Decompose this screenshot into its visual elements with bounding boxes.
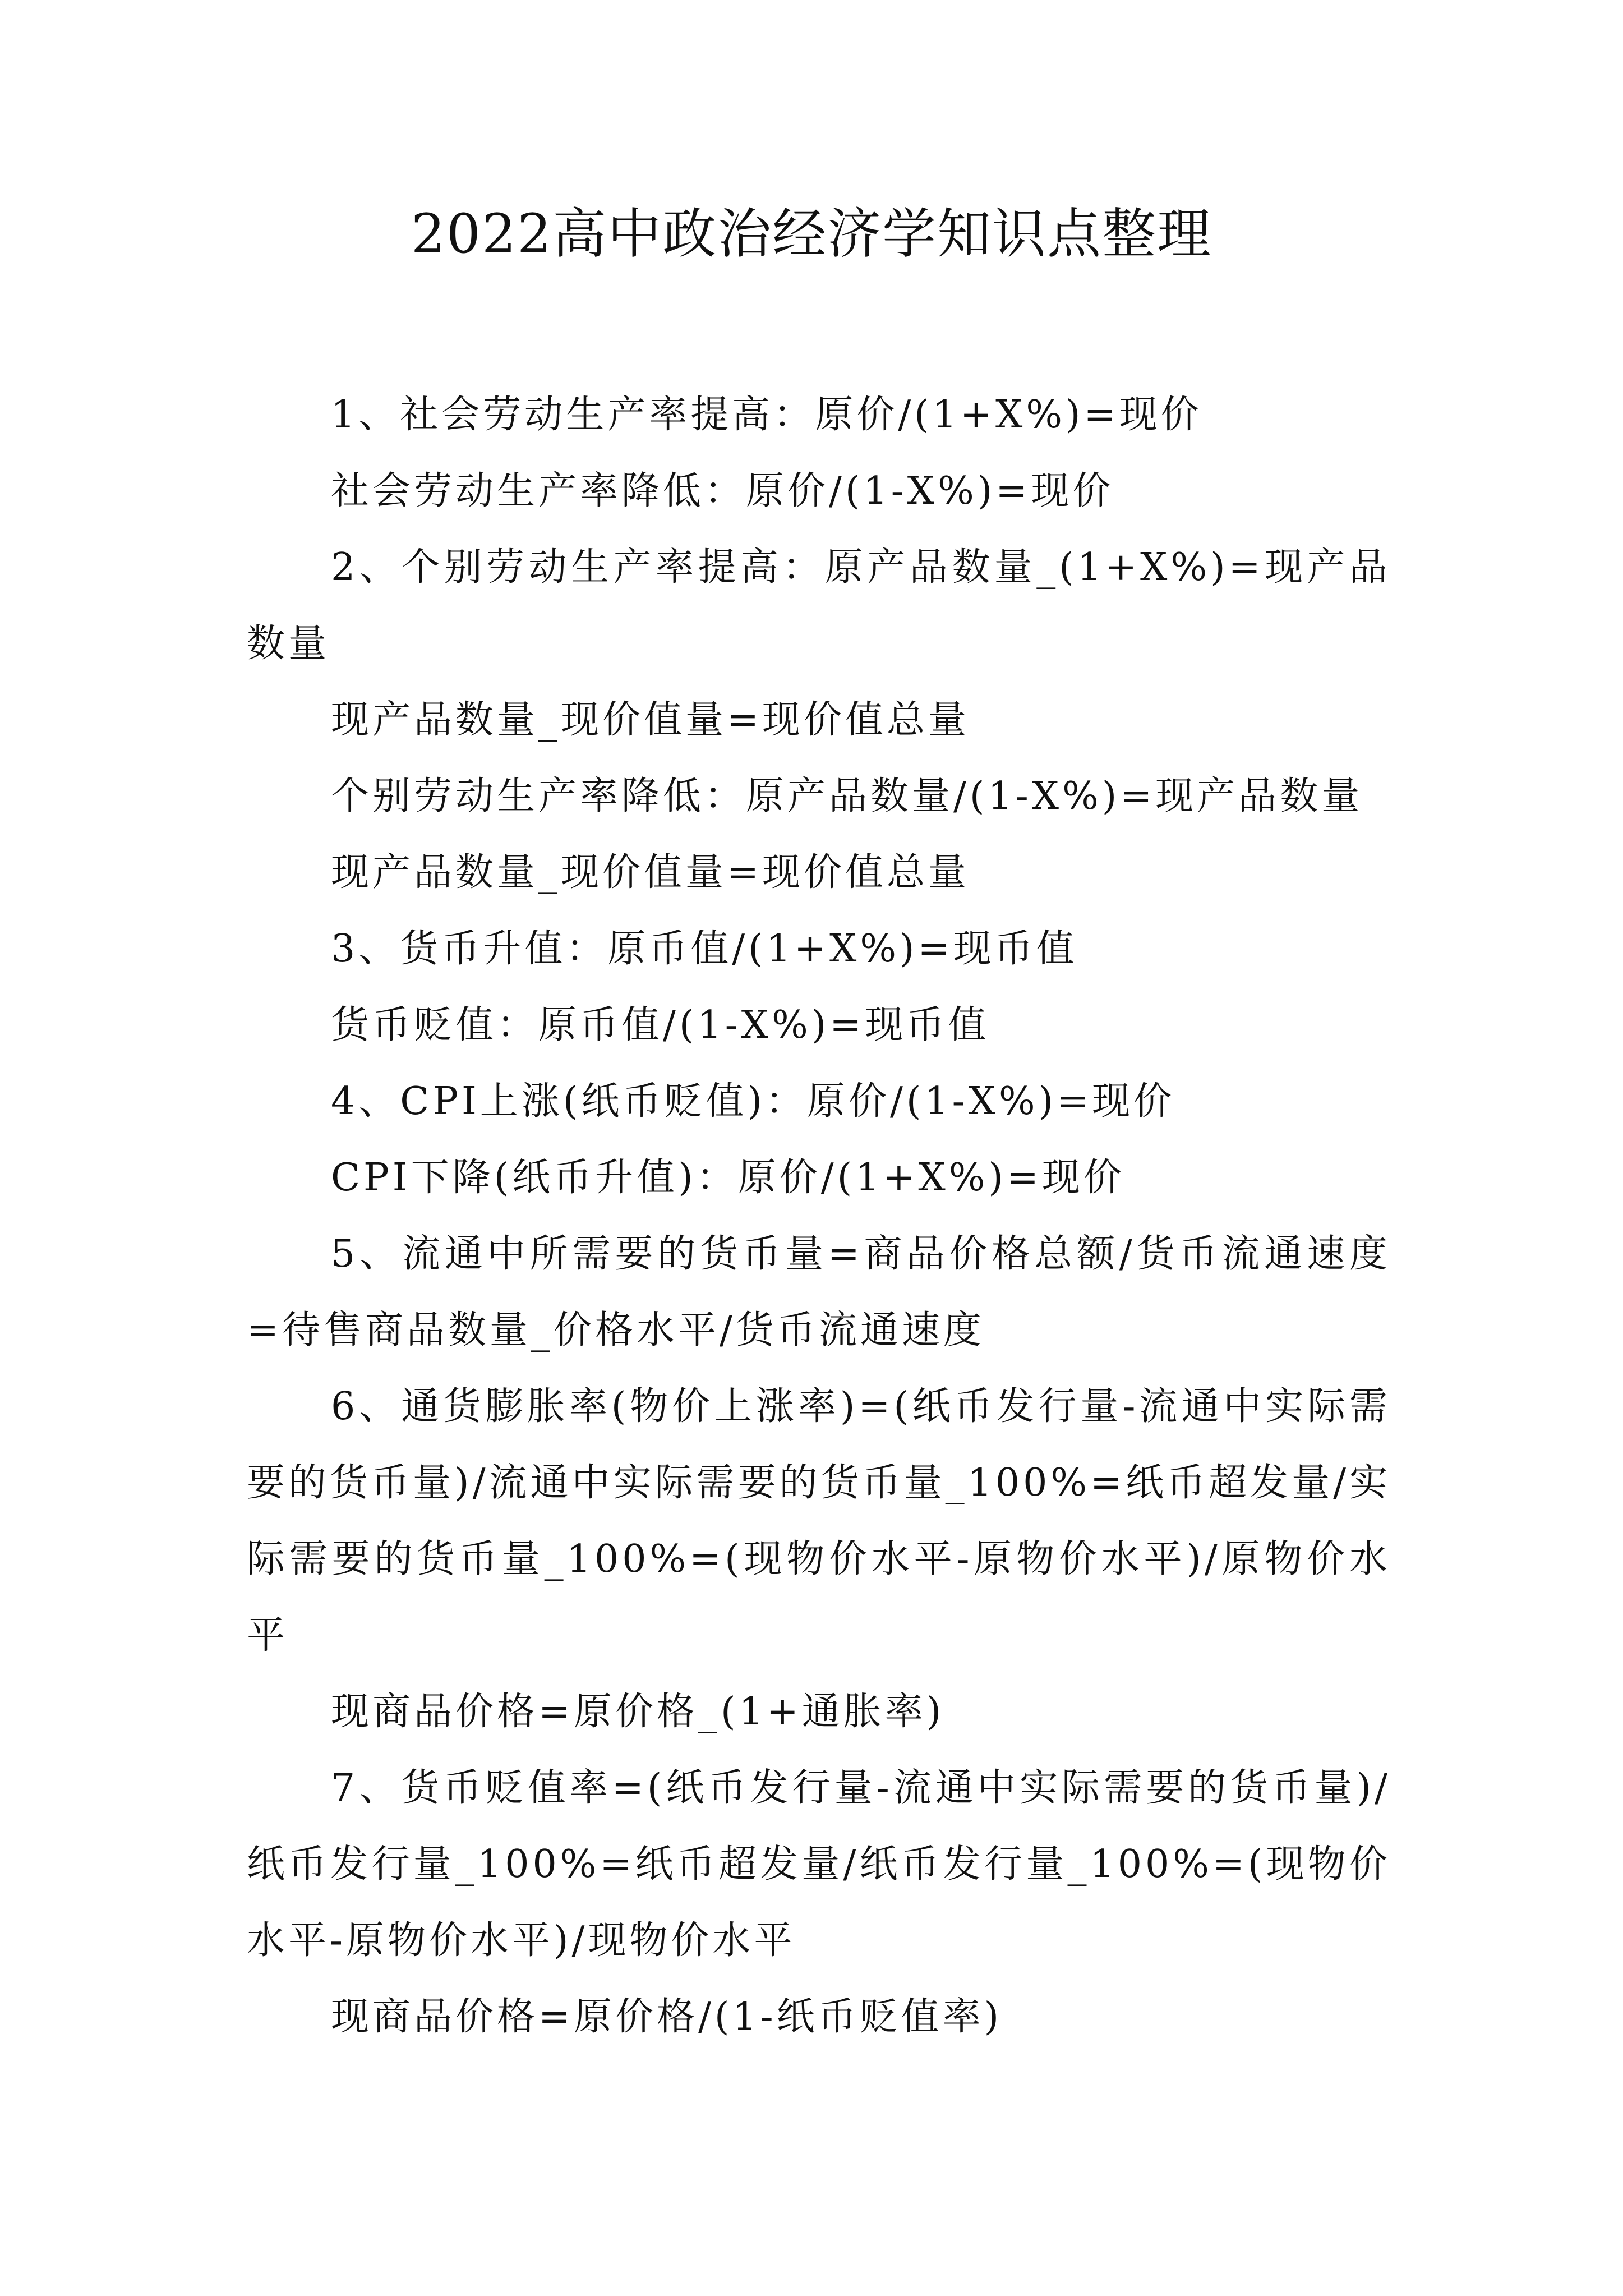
- paragraph-1: 1、社会劳动生产率提高：原价/(1+X%)=现价: [331, 393, 1202, 437]
- paragraph-9: 4、CPI上涨(纸币贬值)：原价/(1-X%)=现价: [331, 1079, 1175, 1124]
- paragraph-2: 社会劳动生产率降低：原价/(1-X%)=现价: [331, 469, 1114, 513]
- paragraph-5: 个别劳动生产率降低：原产品数量/(1-X%)=现产品数量: [331, 774, 1363, 818]
- paragraph-14: 7、货币贬值率=(纸币发行量-流通中实际需要的货币量)/纸币发行量_100%=纸币超发量/纸币发行量_100%=(现物价水平-原物价水平)/现物价水平: [247, 1766, 1391, 1963]
- paragraph-3: 2、个别劳动生产率提高：原产品数量_(1+X%)=现产品数量: [247, 545, 1391, 666]
- document-title: 2022高中政治经济学知识点整理: [411, 203, 1212, 265]
- document-body: [247, 377, 1391, 2055]
- paragraph-13: 现商品价格=原价格_(1+通胀率): [331, 1690, 945, 1734]
- paragraph-8: 货币贬值：原币值/(1-X%)=现币值: [331, 1003, 990, 1047]
- paragraph-6: 现产品数量_现价值量=现价值总量: [331, 850, 970, 895]
- paragraph-4: 现产品数量_现价值量=现价值总量: [331, 698, 970, 742]
- paragraph-10: CPI下降(纸币升值)：原价/(1+X%)=现价: [331, 1156, 1125, 1200]
- paragraph-7: 3、货币升值：原币值/(1+X%)=现币值: [331, 927, 1078, 971]
- paragraph-11: 5、流通中所需要的货币量=商品价格总额/货币流通速度=待售商品数量_价格水平/货币流通速度: [247, 1232, 1391, 1352]
- paragraph-12: 6、通货膨胀率(物价上涨率)=(纸币发行量-流通中实际需要的货币量)/流通中实际需要的货币量_100%=纸币超发量/实际需要的货币量_100%=(现物价水平-原物价水平)/原物价水平: [247, 1384, 1391, 1658]
- paragraph-15: 现商品价格=原价格/(1-纸币贬值率): [331, 1995, 1003, 2039]
